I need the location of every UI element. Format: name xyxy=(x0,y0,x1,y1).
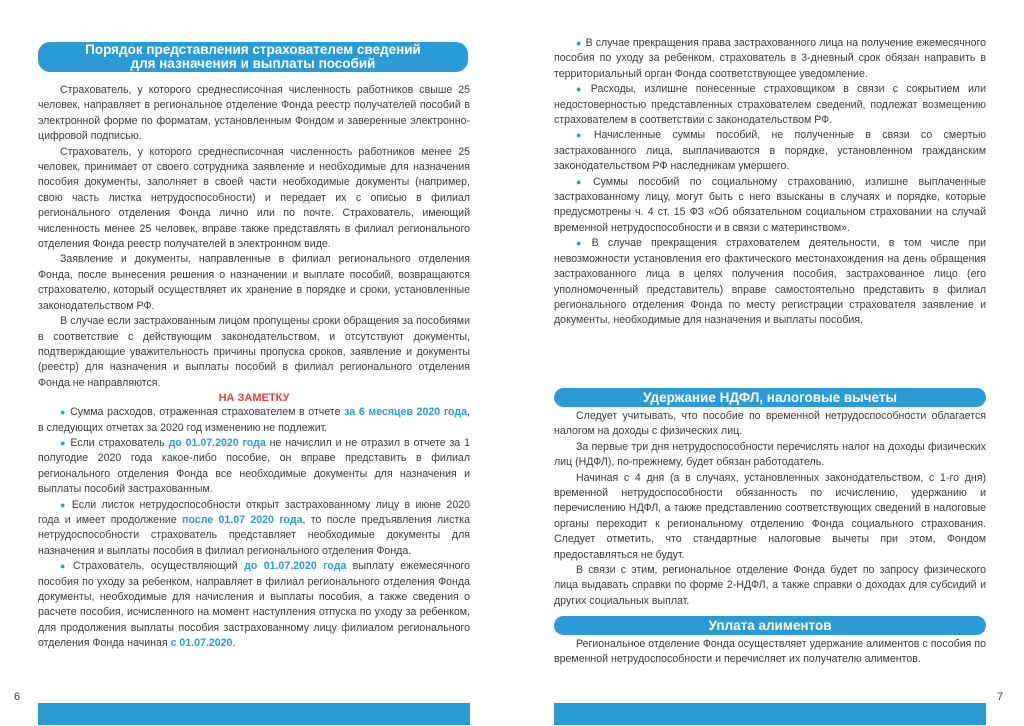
highlight-text: до 01.07.2020 года xyxy=(244,560,347,573)
bullet-text: Сумма расходов, отраженная страхователем в отчете xyxy=(70,406,345,419)
highlight-text: после 01.07 2020 года xyxy=(182,513,303,526)
bullet-text: В случае прекращения права застрахованного лица на получение ежемесячного пособия по уходу за ребенком, страхователь в 3-дневный срок обязан направить в территориальный орган Фонда соответствующее уведомление. xyxy=(554,37,986,80)
paragraph: За первые три дня нетрудоспособности перечислять налог на доходы физических лиц (НДФЛ), по-прежнему, будет обязан работодатель. xyxy=(554,440,986,469)
note-bullet xyxy=(38,405,470,436)
bullet-text: , в следующих отчетах за 2020 год изменению не подлежит. xyxy=(38,406,470,434)
note-heading: НА ЗАМЕТКУ xyxy=(218,392,290,405)
bullet-text: Страхователь, осуществляющий xyxy=(72,560,245,573)
footer-bar xyxy=(554,703,986,725)
bullet-icon: ● xyxy=(576,130,590,141)
bullet-text: , то после предъявления листка нетрудоспособности страхователь представляет необходимые документы для назначения и выплаты пособия в филиал регионального отделения Фонда. xyxy=(38,513,470,557)
bullet-item xyxy=(554,82,986,128)
bullet-icon: ● xyxy=(60,499,68,510)
page-number: 6 xyxy=(14,691,21,703)
bullet-text: Начисленные суммы пособий, не полученные в связи со смертью застрахованного лица, выплачиваются в порядке, установленном гражданским законодательством РФ наследникам умершего. xyxy=(554,129,986,173)
bullet-text: Если листок нетрудоспособности открыт застрахованному лицу в июне 2020 года и имеет продолжение xyxy=(38,498,470,526)
bullet-text: В случае прекращения страхователем деятельности, в том числе при невозможности установления его фактического местонахождения на день обращения застрахованного лица в целях получения пособия, застрахованное лицо (его уполномоченный представитель) вправе самостоятельно представить в филиал регионального отделения Фонда по месту регистрации страхователя заявление и документы, необходимые для назначения и выплаты пособия. xyxy=(554,237,986,327)
paragraph: В связи с этим, региональное отделение Фонда будет по запросу физического лица выдавать справки по форме 2-НДФЛ, а также справки о доходах для субсидий и других социальных выплат. xyxy=(554,564,986,607)
bullet-item xyxy=(554,128,986,174)
highlight-text: до 01.07.2020 года xyxy=(168,436,266,449)
page-right xyxy=(512,0,1024,726)
bullet-text: Если страхователь xyxy=(70,436,169,449)
bullet-icon: ● xyxy=(576,238,588,249)
ndfl-title-banner: Удержание НДФЛ, налоговые вычеты xyxy=(554,388,986,407)
highlight-text: с 01.07.2020 xyxy=(170,637,233,650)
section-title-line2: для назначения и выплаты пособий xyxy=(130,56,376,71)
bullet-text: выплату ежемесячного пособия по уходу за ребенком, направляет в филиал регионального отделения Фонда документы, необходимые для начисления и выплаты пособия, а также сведения о расчете пособия, исчисленного на момент наступления отпуска по уходу за ребенком, для продолжения выплаты пособия застрахованному лицу филиалом регионального отделения Фонда начиная xyxy=(38,560,471,650)
bullet-item xyxy=(554,175,986,237)
bullet-icon: ● xyxy=(60,407,67,418)
left-body-text xyxy=(38,83,470,652)
section-title-line1: Порядок представления страхователем сведений xyxy=(85,42,421,57)
ndfl-body-text xyxy=(554,409,986,609)
bullet-item xyxy=(554,36,986,82)
footer-bar xyxy=(38,703,470,725)
right-bullets-text xyxy=(554,36,986,329)
paragraph: Региональное отделение Фонда осуществляет удержание алиментов с пособия по временной нетрудоспособности и перечисляет их получателю алиментов. xyxy=(554,638,986,666)
bullet-text: не начислил и не отразил в отчете за 1 полугодие 2020 года какое-либо пособие, он вправе представить в филиал регионального отделения Фонда все необходимые документы для назначения и выплаты пособий застрахованным. xyxy=(38,436,471,496)
bullet-text: Суммы пособий по социальному страхованию, излишне выплаченные застрахованному лицу, могут быть с него взысканы в случаях и порядке, которые предусмотрены ч. 4 ст. 15 ФЗ «Об обязательном социальном страховании на случай временной нетрудоспособности и в связи с материнством». xyxy=(554,175,986,234)
paragraph: Страхователь, у которого среднесписочная численность работников свыше 25 человек, направляет в региональное отделение Фонда реестр получателей пособий в электронной форме по форматам, установленным Фондом и заверенные электронно-цифровой подписью. xyxy=(38,84,470,143)
paragraph: Начиная с 4 дня (а в случаях, установленных законодательством, с 1-го дня) временной нетрудоспособности обязанность по исчислению, удержанию и перечислению НДФЛ, а также представлению соответствующих сведений в налоговые органы переходит к региональному отделению Фонда социального страхования. Следует отметить, что стандартные налоговые вычеты при этом, Фондом предоставляться не будут. xyxy=(554,471,986,561)
note-bullet xyxy=(38,559,470,651)
bullet-icon: ● xyxy=(60,561,69,572)
paragraph: Страхователь, у которого среднесписочная численность работников менее 25 человек, принимает от своего сотрудника заявление и необходимые для назначения пособия документы, заполняет в своей части необходимые документы (например, свою часть листка нетрудоспособности) и передает их с описью в филиал регионального отделения Фонда лично или по почте. Страхователь, имеющий численность менее 25 человек, вправе также представлять в филиал регионального отделения Фонда реестр получателей в электронном виде. xyxy=(38,145,470,251)
paragraph: Следует учитывать, что пособие по временной нетрудоспособности облагается налогом на доходы с физических лиц. xyxy=(554,410,986,438)
alimony-body-text xyxy=(554,637,986,668)
highlight-text: за 6 месяцев 2020 года xyxy=(344,406,468,419)
bullet-icon: ● xyxy=(60,437,67,448)
bullet-icon: ● xyxy=(576,176,589,187)
bullet-text: . xyxy=(232,637,236,650)
paragraph: В случае если застрахованным лицом пропущены сроки обращения за пособиями в соответствие с действующим законодательством, и отсутствуют документы, подтверждающие уважительность причины пропуска сроков, заявление и документы (реестр) для назначения и выплаты пособий в филиал регионального отделения Фонда не направляются. xyxy=(38,315,470,389)
note-bullet xyxy=(38,498,470,560)
bullet-text: Расходы, излишне понесенные страховщиком в связи с сокрытием или недостоверностью представленных страхователем сведений, подлежат возмещению страхователем в соответствии с законодательством РФ. xyxy=(554,83,986,127)
bullet-item xyxy=(554,236,986,328)
section-title-banner xyxy=(38,42,468,72)
bullet-icon: ● xyxy=(576,38,582,48)
paragraph: Заявление и документы, направленные в филиал регионального отделения Фонда, после вынесения решения о назначении и выплате пособий, возвращаются страхователю, который осуществляет их хранение в порядке и сроки, установленные законодательством РФ. xyxy=(38,253,470,312)
page-number: 7 xyxy=(997,691,1004,703)
alimony-title-banner: Уплата алиментов xyxy=(554,616,986,635)
bullet-icon: ● xyxy=(576,84,587,95)
note-bullet xyxy=(38,436,470,498)
